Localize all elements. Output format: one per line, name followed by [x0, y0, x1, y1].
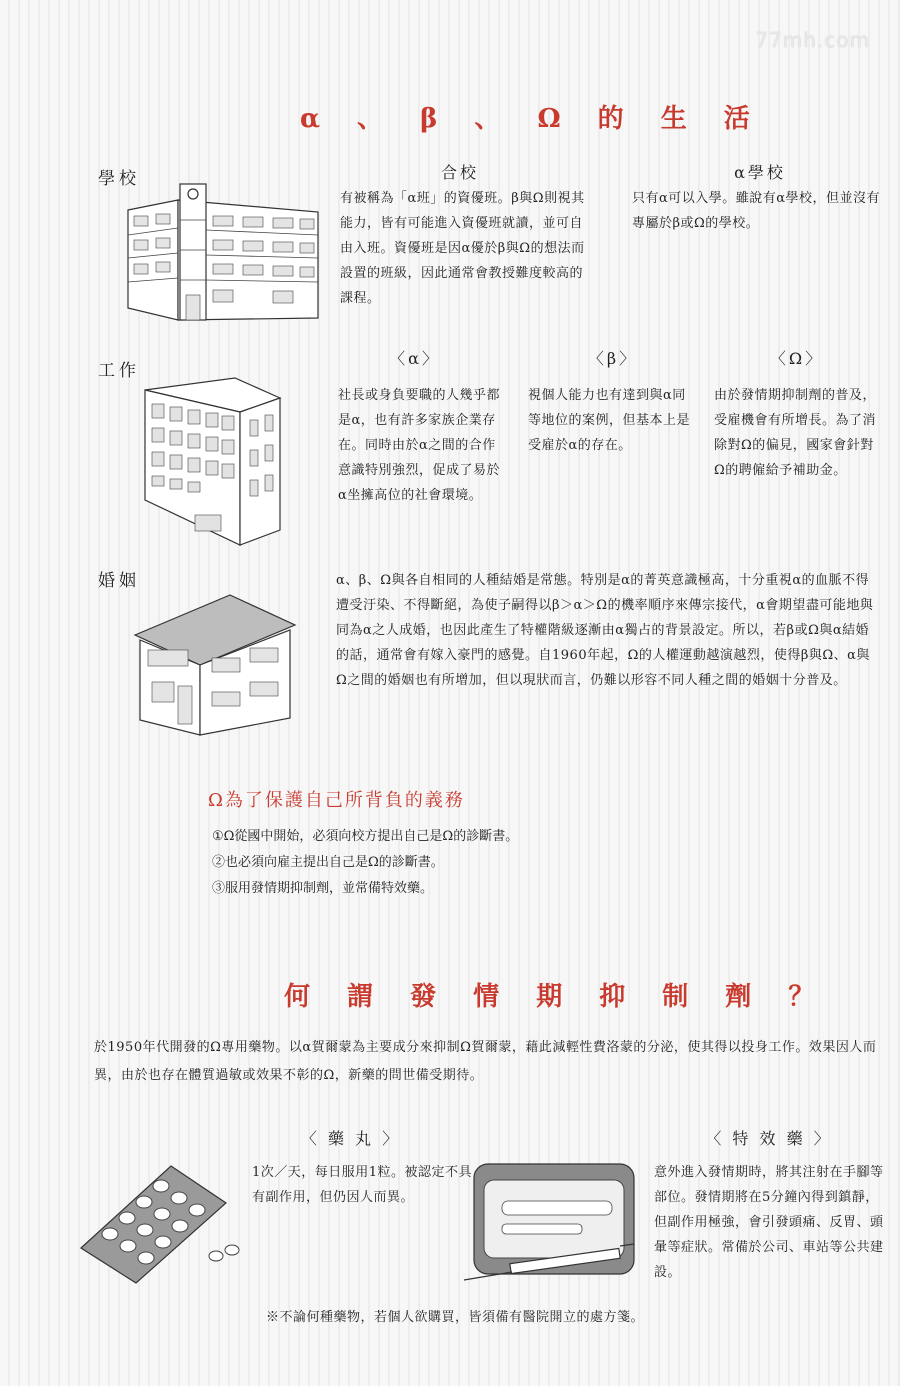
obligation-item: ③服用發情期抑制劑，並常備特效藥。: [212, 881, 434, 896]
obligations-title: Ω為了保護自己所背負的義務: [208, 790, 465, 811]
special-drug-text: 意外進入發情期時，將其注射在手腳等部位。發情期將在5分鐘內得到鎮靜，但副作用極強，會引發頭痛、反胃、頭暈等症狀。常備於公司、車站等公共建設。: [654, 1165, 884, 1280]
work-beta-heading: 〈β〉: [587, 349, 639, 368]
work-label: 工作: [98, 361, 140, 381]
special-drug-heading: 〈 特 效 藥 〉: [705, 1129, 833, 1148]
obligation-item: ②也必須向雇主提出自己是Ω的診斷書。: [212, 855, 444, 870]
school-building-illustration: [118, 180, 328, 325]
prescription-footnote: ※不論何種藥物，若個人欲購買，皆須備有醫院開立的處方箋。: [266, 1310, 645, 1325]
marriage-label: 婚姻: [98, 571, 140, 591]
marriage-text: α、β、Ω與各自相同的人種結婚是常態。特別是α的菁英意識極高，十分重視α的血脈不得遭受汙染、不得斷絕，為使子嗣得以β＞α＞Ω的機率順序來傳宗接代，α會期望盡可能地與同為α之人成婚，也因此產生了特權階級逐漸由α獨占的背景設定。所以，若β或Ω與α結婚的話，通常會有嫁入豪門的感覺。自1960年起，Ω的人權運動越演越烈，使得β與Ω、α與Ω之間的婚姻也有所增加，但以現狀而言，仍難以形容不同人種之間的婚姻十分普及。: [336, 573, 874, 688]
work-omega-text: 由於發情期抑制劑的普及，受雇機會有所增長。為了消除對Ω的偏見，國家會針對Ω的聘僱給予補助金。: [714, 388, 877, 478]
injection-kit-illustration: [462, 1156, 642, 1286]
office-building-illustration: [140, 370, 290, 550]
work-beta-text: 視個人能力也有達到與α同等地位的案例，但基本上是受雇於α的存在。: [528, 388, 691, 453]
joint-school-text: 有被稱為「α班」的資優班。β與Ω則視其能力，皆有可能進入資優班就讀，並可自由入班。資優班是因α優於β與Ω的想法而設置的班級，因此通常會教授難度較高的課程。: [340, 191, 585, 306]
work-alpha-heading: 〈α〉: [389, 349, 441, 368]
joint-school-heading: 合校: [440, 163, 479, 182]
house-illustration: [130, 590, 300, 738]
work-alpha-text: 社長或身負要職的人幾乎都是α，也有許多家族企業存在。同時由於α之間的合作意識特別強烈，促成了易於α坐擁高位的社會環境。: [338, 388, 501, 503]
suppressant-title: 何 謂 發 情 期 抑 制 劑 ？: [284, 982, 829, 1012]
alpha-school-heading: α學校: [734, 163, 786, 182]
pill-heading: 〈 藥 丸 〉: [300, 1129, 402, 1148]
pill-text: 1次／天，每日服用1粒。被認定不具有副作用，但仍因人而異。: [252, 1165, 473, 1205]
work-omega-heading: 〈Ω〉: [769, 349, 825, 368]
suppressant-intro: 於1950年代開發的Ω專用藥物。以α賀爾蒙為主要成分來抑制Ω賀爾蒙，藉此減輕性費洛蒙的分泌，使其得以投身工作。效果因人而異，由於也存在體質過敏或效果不彰的Ω，新藥的問世備受期待。: [94, 1040, 877, 1083]
pill-pack-illustration: [76, 1158, 254, 1288]
alpha-school-text: 只有α可以入學。雖說有α學校，但並沒有專屬於β或Ω的學校。: [632, 191, 881, 231]
obligations-list: [212, 824, 692, 902]
school-label: 學校: [98, 169, 140, 189]
obligation-item: ①Ω從國中開始，必須向校方提出自己是Ω的診斷書。: [212, 829, 519, 844]
watermark: 77mh.com: [755, 28, 870, 52]
page-title: α 、 β 、 Ω 的 生 活: [300, 104, 764, 134]
